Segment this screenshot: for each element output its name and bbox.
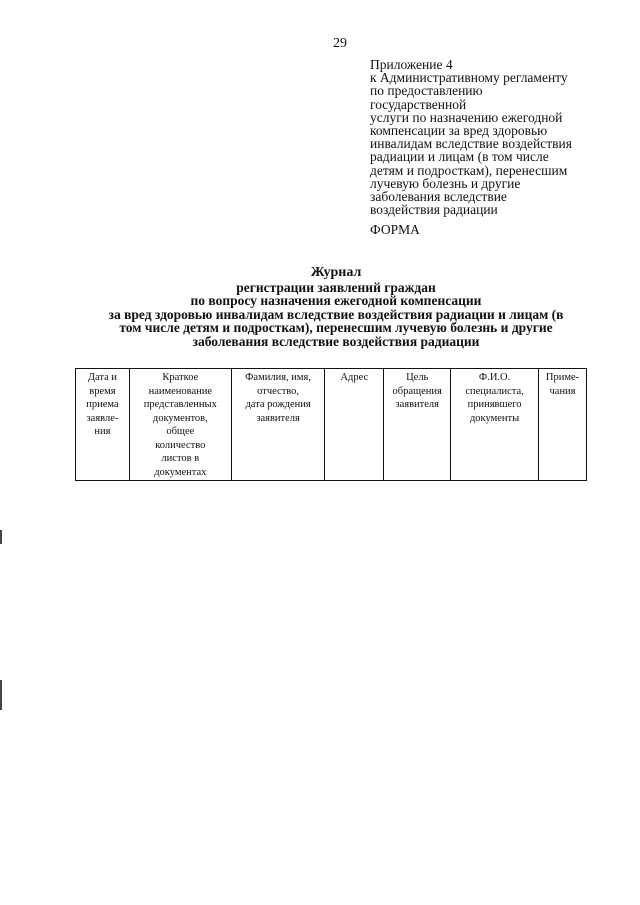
appendix-line: к Административному регламенту <box>370 70 568 86</box>
page-number: 29 <box>333 36 347 51</box>
journal-title: Журнал <box>310 265 362 280</box>
header-notes: Приме- чания <box>539 369 587 481</box>
appendix-line: государственной <box>370 96 467 112</box>
journal-subtitle-line: за вред здоровью инвалидам вследствие воздействия радиации и лицам (в <box>108 306 564 322</box>
journal-table <box>75 368 587 481</box>
journal-subtitle-line: регистрации заявлений граждан <box>236 279 436 295</box>
journal-heading <box>66 266 606 349</box>
header-date-received: Дата и время приема заявле- ния <box>76 369 130 481</box>
appendix-line: Приложение 4 <box>370 57 453 72</box>
header-address: Адрес <box>325 369 384 481</box>
table-header-row <box>76 369 587 481</box>
appendix-line: компенсации за вред здоровью <box>370 123 548 139</box>
header-applicant-name: Фамилия, имя, отчество, дата рождения заявителя <box>231 369 325 481</box>
journal-subtitle-line: том числе детям и подросткам), перенесшим лучевую болезнь и другие <box>119 320 553 336</box>
appendix-line: услуги по назначению ежегодной <box>370 109 563 125</box>
appendix-line: лучевую болезнь и другие <box>370 175 521 191</box>
header-purpose: Цель обращения заявителя <box>384 369 451 481</box>
form-label: ФОРМА <box>370 222 420 237</box>
appendix-block <box>370 58 610 216</box>
scan-edge-mark <box>0 530 2 544</box>
journal-subtitle-line: по вопросу назначения ежегодной компенсации <box>190 293 482 309</box>
appendix-line: инвалидам вследствие воздействия <box>370 136 572 152</box>
journal-subtitle-line: заболевания вследствие воздействия радиации <box>192 333 480 349</box>
header-specialist: Ф.И.О. специалиста, принявшего документы <box>451 369 539 481</box>
appendix-line: радиации и лицам (в том числе <box>370 149 549 165</box>
scan-edge-mark <box>0 680 2 710</box>
header-documents: Краткое наименование представленных документов, общее количество листов в документах <box>129 369 231 481</box>
appendix-line: по предоставлению <box>370 83 483 99</box>
appendix-line: детям и подросткам), перенесшим <box>370 162 568 178</box>
appendix-line: заболевания вследствие <box>370 189 507 205</box>
appendix-line: воздействия радиации <box>370 202 498 218</box>
